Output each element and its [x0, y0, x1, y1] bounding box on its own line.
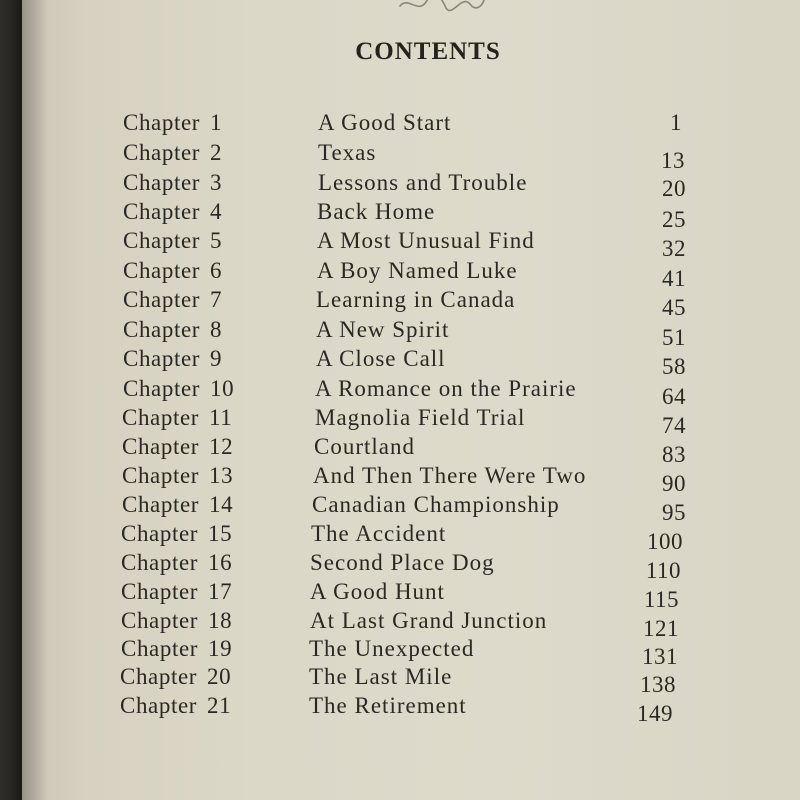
chapter-label: [121, 550, 232, 576]
page-number: 121: [643, 616, 679, 641]
chapter-title: Learning in Canada: [316, 287, 516, 312]
toc-row: [0, 664, 800, 697]
toc-row: [0, 521, 800, 554]
chapter-word: Chapter: [123, 346, 201, 371]
chapter-label: [123, 346, 222, 372]
chapter-word: Chapter: [120, 693, 198, 718]
page-number: 149: [637, 701, 673, 726]
page-number: 45: [662, 295, 686, 320]
chapter-number: 11: [209, 405, 233, 430]
toc-row: [0, 608, 800, 641]
chapter-label: [121, 636, 232, 662]
chapter-word: Chapter: [121, 550, 199, 575]
chapter-title: A New Spirit: [316, 317, 450, 342]
page-number: 25: [662, 207, 686, 232]
chapter-label: [123, 258, 222, 284]
chapter-number: 1: [210, 110, 223, 135]
chapter-title: Second Place Dog: [310, 550, 495, 575]
toc-row: [0, 434, 800, 467]
chapter-label: [122, 463, 233, 489]
chapter-word: Chapter: [123, 376, 201, 401]
chapter-word: Chapter: [122, 492, 200, 517]
page-number: 83: [662, 442, 686, 467]
chapter-word: Chapter: [123, 258, 201, 283]
chapter-title: And Then There Were Two: [313, 463, 587, 488]
chapter-word: Chapter: [122, 405, 200, 430]
page-number: 51: [662, 325, 686, 350]
page-number: 1: [670, 110, 682, 135]
page-number: 20: [662, 176, 686, 201]
toc-row: [0, 693, 800, 726]
chapter-word: Chapter: [123, 199, 201, 224]
chapter-number: 17: [208, 579, 233, 604]
chapter-number: 14: [209, 492, 234, 517]
chapter-title: Back Home: [317, 199, 436, 224]
toc-row: [0, 579, 800, 612]
chapter-title: Courtland: [314, 434, 415, 459]
page-number: 90: [662, 471, 686, 496]
chapter-word: Chapter: [123, 317, 201, 342]
toc-row: [0, 492, 800, 525]
chapter-number: 21: [207, 693, 232, 718]
chapter-label: [121, 608, 232, 634]
toc-row: [0, 199, 800, 232]
toc-row: [0, 258, 800, 291]
chapter-number: 9: [210, 346, 223, 371]
chapter-word: Chapter: [122, 463, 200, 488]
chapter-title: The Last Mile: [309, 664, 453, 689]
chapter-label: [123, 199, 222, 225]
chapter-title: Lessons and Trouble: [318, 170, 528, 195]
chapter-label: [123, 376, 234, 402]
chapter-title: A Romance on the Prairie: [315, 376, 577, 401]
toc-row: [0, 287, 800, 320]
toc-row: [0, 550, 800, 583]
chapter-number: 20: [207, 664, 232, 689]
chapter-label: [123, 170, 222, 196]
chapter-label: [122, 405, 232, 431]
toc-row: [0, 376, 800, 409]
chapter-title: The Accident: [311, 521, 447, 546]
chapter-label: [122, 492, 233, 518]
chapter-title: The Retirement: [309, 693, 467, 718]
chapter-label: [123, 228, 222, 254]
chapter-number: 6: [210, 258, 223, 283]
chapter-word: Chapter: [121, 579, 199, 604]
page-number: 32: [662, 236, 686, 261]
page-number: 100: [647, 529, 683, 554]
chapter-number: 5: [210, 228, 223, 253]
page-title: CONTENTS: [355, 38, 501, 65]
page-number: 64: [662, 384, 686, 409]
chapter-number: 19: [208, 636, 233, 661]
pencil-scribble-icon: [396, 0, 486, 22]
chapter-word: Chapter: [121, 608, 199, 633]
chapter-word: Chapter: [123, 170, 201, 195]
chapter-title: Magnolia Field Trial: [315, 405, 526, 430]
chapter-number: 13: [209, 463, 234, 488]
chapter-word: Chapter: [123, 287, 201, 312]
chapter-number: 18: [208, 608, 233, 633]
chapter-number: 10: [210, 376, 235, 401]
chapter-word: Chapter: [123, 110, 201, 135]
chapter-number: 2: [210, 140, 223, 165]
page-number: 58: [662, 354, 686, 379]
toc-row: [0, 346, 800, 379]
page-number: 13: [661, 148, 685, 173]
chapter-label: [121, 521, 232, 547]
page-number: 138: [640, 672, 676, 697]
contents-list: [0, 110, 800, 750]
toc-row: [0, 140, 800, 173]
chapter-title: At Last Grand Junction: [310, 608, 548, 633]
chapter-title: Canadian Championship: [312, 492, 560, 517]
chapter-word: Chapter: [122, 434, 200, 459]
chapter-title: The Unexpected: [309, 636, 475, 661]
chapter-number: 16: [208, 550, 233, 575]
chapter-number: 4: [210, 199, 223, 224]
chapter-title: A Good Start: [318, 110, 452, 135]
page-number: 41: [662, 266, 686, 291]
toc-row: [0, 463, 800, 496]
toc-row: [0, 170, 800, 200]
chapter-title: A Most Unusual Find: [317, 228, 535, 253]
page-number: 110: [645, 558, 681, 583]
chapter-title: A Good Hunt: [310, 579, 445, 604]
chapter-title: A Boy Named Luke: [317, 258, 518, 283]
page-number: 74: [662, 413, 686, 438]
chapter-number: 15: [208, 521, 233, 546]
chapter-label: [123, 317, 222, 343]
chapter-label: [120, 693, 231, 719]
chapter-label: [123, 287, 222, 313]
chapter-number: 7: [210, 287, 223, 312]
page-number: 131: [642, 644, 678, 669]
chapter-word: Chapter: [123, 140, 201, 165]
toc-row: [0, 317, 800, 350]
page-number: 95: [662, 500, 686, 525]
chapter-number: 3: [210, 170, 223, 195]
toc-row: [0, 228, 800, 261]
chapter-label: [123, 110, 222, 136]
chapter-label: [120, 664, 231, 690]
chapter-word: Chapter: [123, 228, 201, 253]
toc-row: [0, 110, 800, 140]
chapter-label: [123, 140, 222, 166]
chapter-title: A Close Call: [316, 346, 446, 371]
chapter-word: Chapter: [121, 521, 199, 546]
chapter-title: Texas: [318, 140, 377, 165]
toc-row: [0, 636, 800, 669]
chapter-label: [121, 579, 232, 605]
chapter-number: 8: [210, 317, 223, 342]
chapter-word: Chapter: [121, 636, 199, 661]
page-number: 115: [643, 587, 679, 612]
chapter-label: [122, 434, 233, 460]
chapter-word: Chapter: [120, 664, 198, 689]
chapter-number: 12: [209, 434, 234, 459]
toc-row: [0, 405, 800, 438]
